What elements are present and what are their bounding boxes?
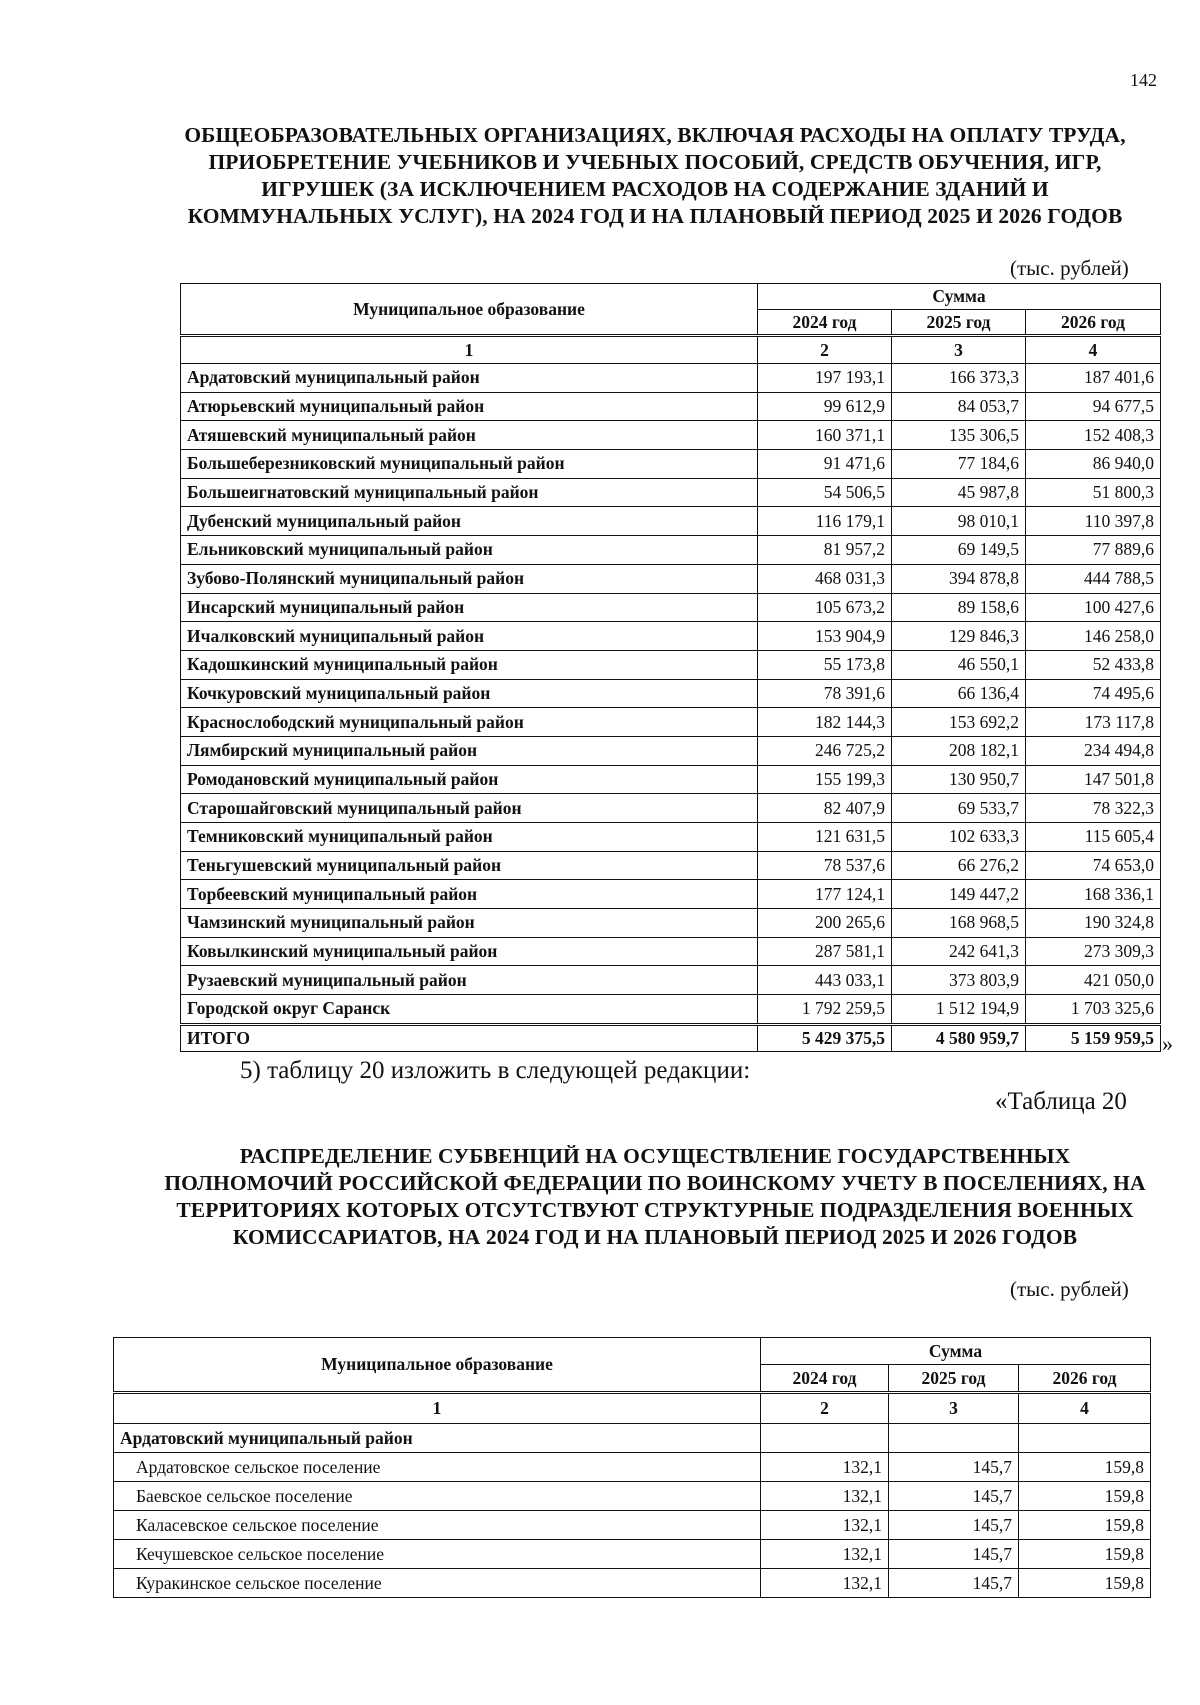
value-2025: 98 010,1 — [892, 507, 1026, 536]
value-2026: 74 653,0 — [1026, 851, 1161, 880]
table-row — [181, 450, 1161, 479]
value-2024: 78 391,6 — [758, 679, 892, 708]
value-2025: 145,7 — [889, 1569, 1019, 1598]
municipality-name: Городской округ Саранск — [181, 995, 758, 1025]
value-2025: 69 533,7 — [892, 794, 1026, 823]
total-label: ИТОГО — [181, 1024, 758, 1051]
value-2026: 159,8 — [1019, 1511, 1151, 1540]
table-row — [114, 1453, 1151, 1482]
table2-header-year: 2025 год — [889, 1365, 1019, 1393]
value-2026: 187 401,6 — [1026, 364, 1161, 393]
value-2024: 54 506,5 — [758, 478, 892, 507]
value-2024: 121 631,5 — [758, 823, 892, 852]
value-2026: 444 788,5 — [1026, 564, 1161, 593]
value-2026: 74 495,6 — [1026, 679, 1161, 708]
district-name: Ардатовский муниципальный район — [114, 1424, 761, 1453]
table1-title: ОБЩЕОБРАЗОВАТЕЛЬНЫХ ОРГАНИЗАЦИЯХ, ВКЛЮЧАЯ РАСХОДЫ НА ОПЛАТУ ТРУДА, ПРИОБРЕТЕНИЕ УЧЕБНИКОВ И УЧЕБНЫХ ПОСОБИЙ, СРЕДСТВ ОБУЧЕНИЯ, ИГР, ИГРУШЕК (ЗА ИСКЛЮЧЕНИЕМ РАСХОДОВ НА СОДЕРЖАНИЕ ЗДАНИЙ И КОММУНАЛЬНЫХ УСЛУГ), НА 2024 ГОД И НА ПЛАНОВЫЙ ПЕРИОД 2025 И 2026 ГОДОВ — [184, 123, 1126, 228]
table-row — [114, 1540, 1151, 1569]
municipality-name: Инсарский муниципальный район — [181, 593, 758, 622]
municipality-name: Краснослободский муниципальный район — [181, 708, 758, 737]
table-row — [181, 622, 1161, 651]
table2-title: РАСПРЕДЕЛЕНИЕ СУБВЕНЦИЙ НА ОСУЩЕСТВЛЕНИЕ ГОСУДАРСТВЕННЫХ ПОЛНОМОЧИЙ РОССИЙСКОЙ ФЕДЕРАЦИИ ПО ВОИНСКОМУ УЧЕТУ В ПОСЕЛЕНИЯХ, НА ТЕРРИТОРИЯХ КОТОРЫХ ОТСУТСТВУЮТ СТРУКТУРНЫЕ ПОДРАЗДЕЛЕНИЯ ВОЕННЫХ КОМИССАРИАТОВ, НА 2024 ГОД И НА ПЛАНОВЫЙ ПЕРИОД 2025 И 2026 ГОДОВ — [164, 1144, 1146, 1249]
value-2025: 168 968,5 — [892, 909, 1026, 938]
table-row — [181, 708, 1161, 737]
value-2024: 116 179,1 — [758, 507, 892, 536]
table1-header-year: 2024 год — [758, 310, 892, 336]
value-2026: 173 117,8 — [1026, 708, 1161, 737]
value-2024: 105 673,2 — [758, 593, 892, 622]
table-row — [181, 364, 1161, 393]
value-2025: 129 846,3 — [892, 622, 1026, 651]
municipality-name: Ардатовский муниципальный район — [181, 364, 758, 393]
value-2024: 287 581,1 — [758, 937, 892, 966]
col-index: 2 — [761, 1393, 889, 1424]
total-2024: 5 429 375,5 — [758, 1024, 892, 1051]
table-row — [114, 1511, 1151, 1540]
value-2025: 373 803,9 — [892, 966, 1026, 995]
value-2024: 55 173,8 — [758, 650, 892, 679]
settlement-name: Баевское сельское поселение — [114, 1482, 761, 1511]
table1-header-sum: Сумма — [758, 284, 1161, 310]
table-row — [181, 794, 1161, 823]
value-2026: 273 309,3 — [1026, 937, 1161, 966]
district-row — [114, 1424, 1151, 1453]
table-row — [181, 564, 1161, 593]
table-row — [181, 937, 1161, 966]
table-row — [181, 507, 1161, 536]
value-2024: 182 144,3 — [758, 708, 892, 737]
municipality-name: Лямбирский муниципальный район — [181, 736, 758, 765]
municipality-name: Темниковский муниципальный район — [181, 823, 758, 852]
table-row — [181, 966, 1161, 995]
value-2025: 149 447,2 — [892, 880, 1026, 909]
table-row — [181, 909, 1161, 938]
municipality-name: Большеигнатовский муниципальный район — [181, 478, 758, 507]
municipality-name: Чамзинский муниципальный район — [181, 909, 758, 938]
value-2025: 130 950,7 — [892, 765, 1026, 794]
settlement-name: Каласевское сельское поселение — [114, 1511, 761, 1540]
settlement-name: Ардатовское сельское поселение — [114, 1453, 761, 1482]
table2-header-name: Муниципальное образование — [114, 1338, 761, 1393]
value-2025: 145,7 — [889, 1511, 1019, 1540]
value-2024: 443 033,1 — [758, 966, 892, 995]
table-row — [114, 1569, 1151, 1598]
municipality-name: Ковылкинский муниципальный район — [181, 937, 758, 966]
table2-index-row — [114, 1393, 1151, 1424]
col-index: 1 — [181, 336, 758, 364]
value-2026: 100 427,6 — [1026, 593, 1161, 622]
municipality-name: Ельниковский муниципальный район — [181, 536, 758, 565]
value-2025: 242 641,3 — [892, 937, 1026, 966]
value-2025: 66 276,2 — [892, 851, 1026, 880]
value-2024: 200 265,6 — [758, 909, 892, 938]
value-2026: 190 324,8 — [1026, 909, 1161, 938]
value-2025: 69 149,5 — [892, 536, 1026, 565]
value-2024: 132,1 — [761, 1482, 889, 1511]
table1-units: (тыс. рублей) — [1010, 256, 1129, 280]
value-2024: 132,1 — [761, 1511, 889, 1540]
value-2025: 145,7 — [889, 1540, 1019, 1569]
col-index: 2 — [758, 336, 892, 364]
value-2025: 394 878,8 — [892, 564, 1026, 593]
value-2024: 132,1 — [761, 1540, 889, 1569]
value-2026: 159,8 — [1019, 1569, 1151, 1598]
value-2026: 146 258,0 — [1026, 622, 1161, 651]
table1-header-name: Муниципальное образование — [181, 284, 758, 336]
value-2025: 135 306,5 — [892, 421, 1026, 450]
table-row — [181, 679, 1161, 708]
instruction-text: 5) таблицу 20 изложить в следующей редакции: — [240, 1057, 751, 1084]
table2-header-row — [114, 1338, 1151, 1365]
col-index: 3 — [889, 1393, 1019, 1424]
value-2025: 166 373,3 — [892, 364, 1026, 393]
value-2024: 82 407,9 — [758, 794, 892, 823]
value-2024: 197 193,1 — [758, 364, 892, 393]
municipality-name: Ичалковский муниципальный район — [181, 622, 758, 651]
value-2025: 84 053,7 — [892, 392, 1026, 421]
value-2025: 77 184,6 — [892, 450, 1026, 479]
value-2026: 147 501,8 — [1026, 765, 1161, 794]
value-2025: 89 158,6 — [892, 593, 1026, 622]
value-2026: 159,8 — [1019, 1482, 1151, 1511]
table-row — [181, 765, 1161, 794]
value-2024: 132,1 — [761, 1453, 889, 1482]
value-2025: 1 512 194,9 — [892, 995, 1026, 1025]
value-2026: 51 800,3 — [1026, 478, 1161, 507]
table-row — [181, 995, 1161, 1025]
table-row — [181, 823, 1161, 852]
value-2026: 421 050,0 — [1026, 966, 1161, 995]
value-2024: 246 725,2 — [758, 736, 892, 765]
table2-header-year: 2024 год — [761, 1365, 889, 1393]
value-2024: 81 957,2 — [758, 536, 892, 565]
value-2025: 45 987,8 — [892, 478, 1026, 507]
municipality-name: Теньгушевский муниципальный район — [181, 851, 758, 880]
value-2025: 145,7 — [889, 1453, 1019, 1482]
value-2024: 78 537,6 — [758, 851, 892, 880]
col-index: 3 — [892, 336, 1026, 364]
table1-index-row — [181, 336, 1161, 364]
municipality-name: Кадошкинский муниципальный район — [181, 650, 758, 679]
value-2024: 99 612,9 — [758, 392, 892, 421]
table-row — [181, 880, 1161, 909]
municipality-name: Большеберезниковский муниципальный район — [181, 450, 758, 479]
subsidy-table-2 — [113, 1337, 1151, 1598]
value-2025: 145,7 — [889, 1482, 1019, 1511]
total-2025: 4 580 959,7 — [892, 1024, 1026, 1051]
table1-header-row — [181, 284, 1161, 310]
table2-header-sum: Сумма — [761, 1338, 1151, 1365]
municipality-name: Старошайговский муниципальный район — [181, 794, 758, 823]
value-2024: 177 124,1 — [758, 880, 892, 909]
col-index: 4 — [1019, 1393, 1151, 1424]
subsidy-table-1 — [180, 283, 1161, 1052]
value-2026: 86 940,0 — [1026, 450, 1161, 479]
value-2025: 102 633,3 — [892, 823, 1026, 852]
municipality-name: Рузаевский муниципальный район — [181, 966, 758, 995]
table1-total-row — [181, 1024, 1161, 1051]
value-2024: 468 031,3 — [758, 564, 892, 593]
municipality-name: Торбеевский муниципальный район — [181, 880, 758, 909]
value-2026: 234 494,8 — [1026, 736, 1161, 765]
value-2024: 153 904,9 — [758, 622, 892, 651]
value-2025: 66 136,4 — [892, 679, 1026, 708]
municipality-name: Зубово-Полянский муниципальный район — [181, 564, 758, 593]
table-row — [181, 650, 1161, 679]
closing-quote: » — [1162, 1031, 1173, 1056]
municipality-name: Атяшевский муниципальный район — [181, 421, 758, 450]
value-2026: 78 322,3 — [1026, 794, 1161, 823]
table-row — [181, 536, 1161, 565]
table1-header-year: 2026 год — [1026, 310, 1161, 336]
table-row — [181, 478, 1161, 507]
value-2024: 132,1 — [761, 1569, 889, 1598]
table2-header-year: 2026 год — [1019, 1365, 1151, 1393]
value-2026: 52 433,8 — [1026, 650, 1161, 679]
col-index: 1 — [114, 1393, 761, 1424]
value-2024: 155 199,3 — [758, 765, 892, 794]
value-2025: 208 182,1 — [892, 736, 1026, 765]
value-2024: 160 371,1 — [758, 421, 892, 450]
table-row — [181, 851, 1161, 880]
municipality-name: Ромодановский муниципальный район — [181, 765, 758, 794]
table2-units: (тыс. рублей) — [1010, 1277, 1129, 1301]
value-2025: 46 550,1 — [892, 650, 1026, 679]
settlement-name: Кечушевское сельское поселение — [114, 1540, 761, 1569]
value-2026: 159,8 — [1019, 1453, 1151, 1482]
table-row — [181, 593, 1161, 622]
total-2026: 5 159 959,5 — [1026, 1024, 1161, 1051]
col-index: 4 — [1026, 336, 1161, 364]
value-2026: 159,8 — [1019, 1540, 1151, 1569]
value-2026: 94 677,5 — [1026, 392, 1161, 421]
table-row — [181, 392, 1161, 421]
value-2024: 91 471,6 — [758, 450, 892, 479]
value-2026: 152 408,3 — [1026, 421, 1161, 450]
page-number: 142 — [1130, 70, 1157, 90]
value-2026: 110 397,8 — [1026, 507, 1161, 536]
municipality-name: Дубенский муниципальный район — [181, 507, 758, 536]
municipality-name: Атюрьевский муниципальный район — [181, 392, 758, 421]
value-2024: 1 792 259,5 — [758, 995, 892, 1025]
value-2025: 153 692,2 — [892, 708, 1026, 737]
value-2026: 168 336,1 — [1026, 880, 1161, 909]
municipality-name: Кочкуровский муниципальный район — [181, 679, 758, 708]
value-2026: 1 703 325,6 — [1026, 995, 1161, 1025]
value-2026: 115 605,4 — [1026, 823, 1161, 852]
table-label: «Таблица 20 — [995, 1088, 1127, 1115]
table-row — [181, 736, 1161, 765]
table-row — [181, 421, 1161, 450]
table1-header-year: 2025 год — [892, 310, 1026, 336]
value-2026: 77 889,6 — [1026, 536, 1161, 565]
table-row — [114, 1482, 1151, 1511]
settlement-name: Куракинское сельское поселение — [114, 1569, 761, 1598]
